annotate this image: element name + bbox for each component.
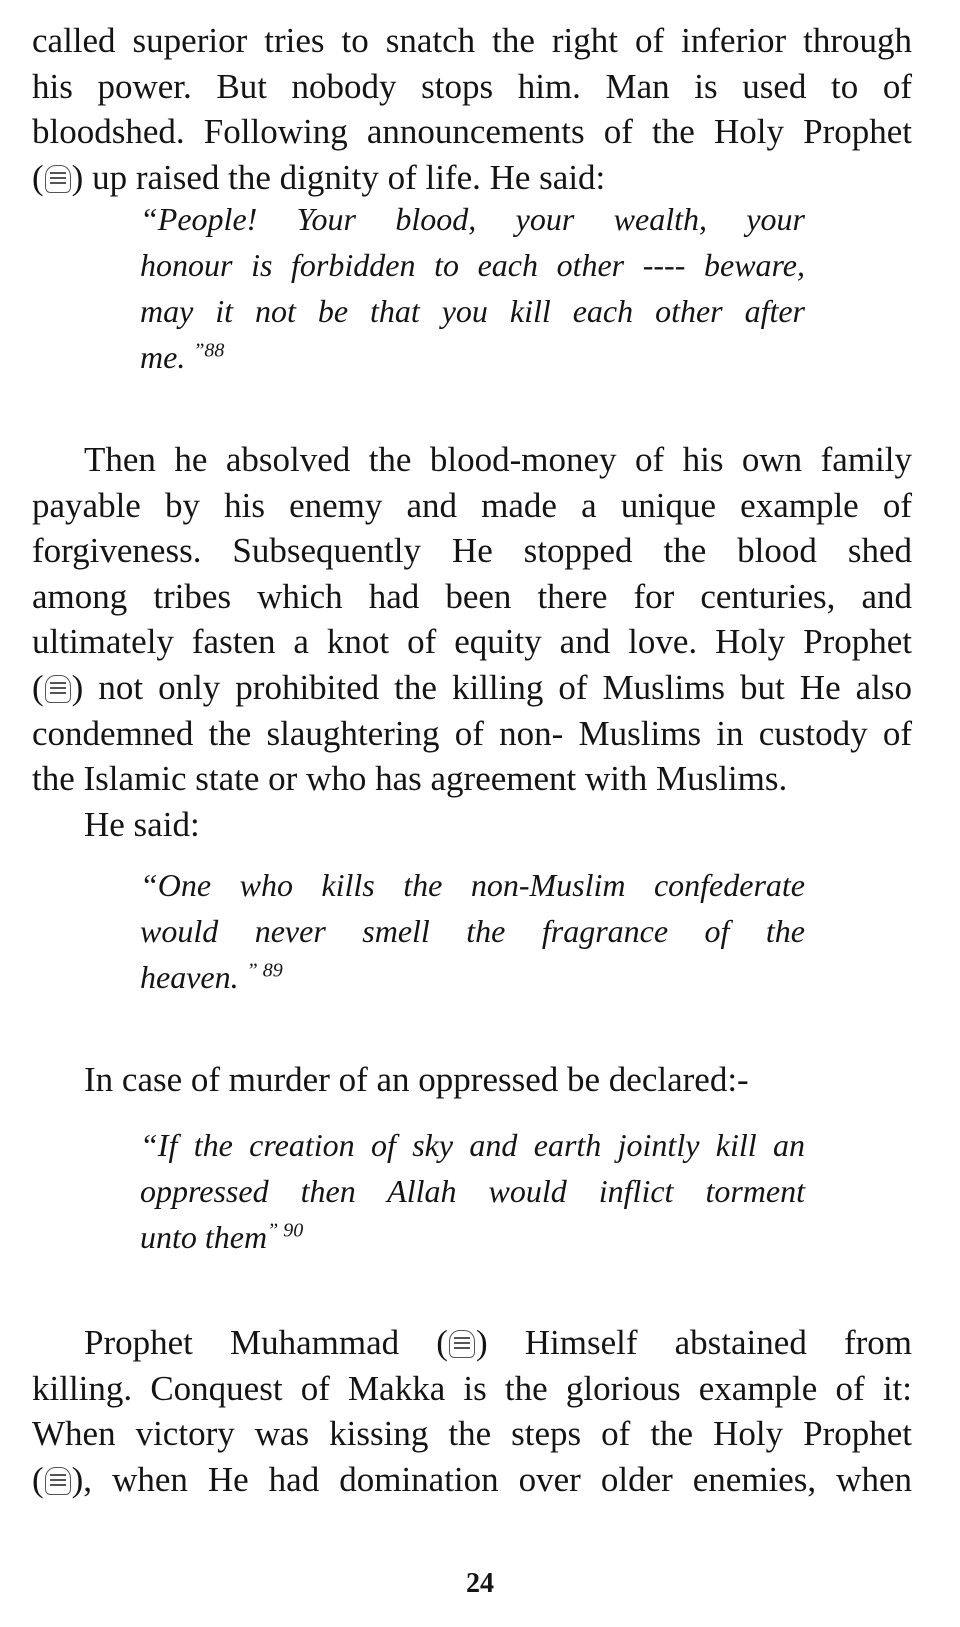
- quote-line: [140, 334, 805, 380]
- paragraph-oppressed: [84, 1057, 904, 1103]
- text-line: When victory was kissing the steps of the Holy Prophet: [32, 1414, 912, 1454]
- salutation-glyph-icon: [45, 165, 71, 193]
- footnote-ref: ” 89: [246, 959, 283, 982]
- quote-line: honour is forbidden to each other ---- beware,: [140, 247, 805, 283]
- quote-line: [140, 954, 805, 1000]
- text-line: forgiveness. Subsequently He stopped the blood shed: [32, 531, 912, 571]
- text-line: ( ) not only prohibited the killing of Muslims but He also: [32, 667, 912, 707]
- quote-hadith-89: [140, 862, 805, 1000]
- text-segment: not only prohibited the killing of Muslims but He also: [98, 667, 912, 707]
- text-line: called superior tries to snatch the right of inferior through: [32, 21, 912, 60]
- text-segment: when He had domination over older enemies, when: [112, 1459, 912, 1499]
- text-line: Then he absolved the blood-money of his own family: [84, 440, 912, 479]
- text-segment: Himself abstained from: [524, 1323, 912, 1362]
- quote-line: would never smell the fragrance of the: [140, 913, 805, 949]
- text-line: Prophet Muhammad ( ) Himself abstained from: [84, 1323, 912, 1362]
- text-line: payable by his enemy and made a unique example of: [32, 485, 912, 525]
- salutation-glyph-icon: [45, 675, 71, 703]
- quote-line: [140, 1214, 805, 1260]
- text-line: ( ) up raised the dignity of life. He said:: [32, 157, 606, 197]
- text-line: killing. Conquest of Makka is the glorious example of it:: [32, 1368, 912, 1408]
- footnote-ref: ” 90: [267, 1219, 304, 1242]
- paragraph-intro: [32, 18, 912, 200]
- salutation-glyph-icon: [449, 1330, 475, 1358]
- salutation-glyph-icon: [45, 1467, 71, 1495]
- text-line: among tribes which had been there for centuries, and: [32, 576, 912, 616]
- text-segment: Prophet Muhammad: [84, 1323, 400, 1362]
- quote-line: “One who kills the non-Muslim confederate: [140, 867, 805, 903]
- text-line: his power. But nobody stops him. Man is used to of: [32, 66, 912, 106]
- text-segment: me.: [140, 339, 186, 375]
- quote-hadith-90: [140, 1122, 805, 1260]
- text-line: ultimately fasten a knot of equity and love. Holy Prophet: [32, 622, 912, 662]
- footnote-ref: ”88: [193, 339, 225, 362]
- paragraph-makka: [32, 1320, 912, 1502]
- quote-line: may it not be that you kill each other after: [140, 293, 805, 329]
- quote-line: “If the creation of sky and earth jointly kill an: [140, 1127, 805, 1163]
- text-line: He said:: [84, 804, 200, 844]
- text-line: ( ), when He had domination over older enemies, when: [32, 1459, 912, 1499]
- quote-line: oppressed then Allah would inflict torment: [140, 1173, 805, 1209]
- text-segment: heaven.: [140, 959, 239, 995]
- text-line: In case of murder of an oppressed be declared:-: [84, 1060, 749, 1099]
- text-segment: unto them: [140, 1219, 268, 1255]
- quote-hadith-88: [140, 196, 805, 380]
- text-segment: up raised the dignity of life. He said:: [92, 157, 606, 197]
- text-line: condemned the slaughtering of non- Muslims in custody of: [32, 713, 912, 753]
- paragraph-blood-money: [32, 437, 912, 847]
- page-number: 24: [466, 1568, 494, 1599]
- text-line: the Islamic state or who has agreement with Muslims.: [32, 759, 788, 799]
- text-line: bloodshed. Following announcements of the Holy Prophet: [32, 112, 912, 152]
- quote-line: “People! Your blood, your wealth, your: [140, 201, 805, 237]
